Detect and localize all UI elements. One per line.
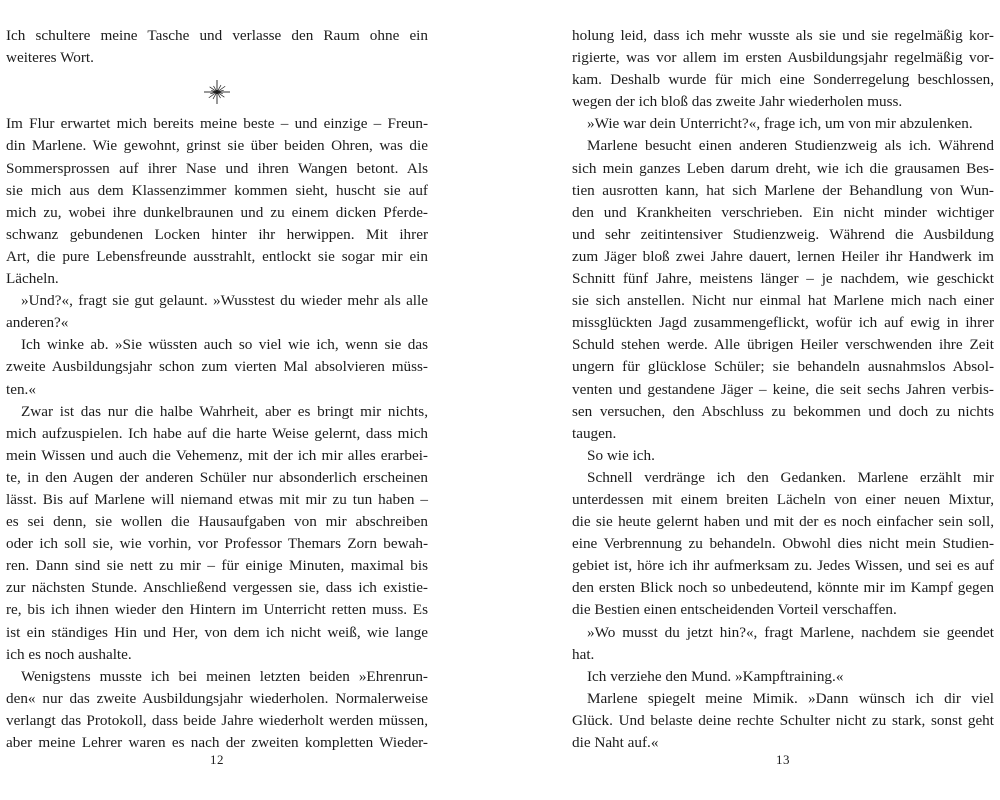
text-line: Schuld stehen werde. Alle übrigen Heiler verschwenden ihre Zeit <box>572 336 994 354</box>
text-line: eine Verbrennung zu behandeln. Obwohl dies nicht mein Studien- <box>572 535 994 553</box>
text-line: es sei denn, sie wollen die Hausaufgaben von mir abschreiben <box>6 513 428 531</box>
text-line: venten und gestandene Jäger – keine, die seit sechs Jahren verbis- <box>572 380 994 398</box>
text-line: »Und?«, fragt sie gut gelaunt. »Wusstest du wieder mehr als alle <box>21 292 428 310</box>
text-line: sie mich aus dem Klassenzimmer kommen sieht, huscht sie auf <box>6 181 428 199</box>
text-line: die sie heute gelernt haben und mit der es noch einfacher sein soll, <box>572 513 994 531</box>
text-line: zweite Ausbildungsjahr schon zum vierten Mal absolvieren müss- <box>6 358 428 376</box>
text-line: Sommersprossen auf ihrer Nase und ihren Wangen betont. Als <box>6 159 428 177</box>
text-line: mich zu, wobei ihre dunkelbraunen und zu einem dicken Pferde- <box>6 203 428 221</box>
right-page-text <box>572 25 994 754</box>
text-line: Schnitt fünf Jahre, meistens länger – je nachdem, wie geschickt <box>572 270 994 288</box>
text-line: Marlene besucht einen anderen Studienzweig als ich. Während <box>587 137 994 155</box>
text-line: gebiet ist, höre ich ihr aufmerksam zu. Jedes Wissen, und sei es auf <box>572 557 994 575</box>
text-line: re, bis ich ihnen wieder den Hintern im Unterricht retten muss. Es <box>6 601 428 619</box>
text-line: Lächeln. <box>6 270 59 288</box>
text-line: weiteres Wort. <box>6 49 94 67</box>
text-line: mein Wissen und auch die Vehemenz, mit der ich mir alles erarbei- <box>6 446 428 464</box>
text-line: ist ein ständiges Hin und Her, von dem ich nicht weiß, wie lange <box>6 623 428 641</box>
text-line: Ich schultere meine Tasche und verlasse den Raum ohne ein <box>6 27 428 44</box>
text-line: und sehr zeitintensiver Studienzweig. Während die Ausbildung <box>572 225 994 243</box>
text-line: den ersten Blick noch so unbedeutend, könnte mir im Kampf gegen <box>572 579 994 597</box>
text-line: Art, die pure Lebensfreunde ausstrahlt, entlockt sie sogar mir ein <box>6 247 428 265</box>
text-line: den und Krankheiten verschrieben. Ein nicht minder wichtiger <box>572 203 994 221</box>
text-line: ungern für glücklose Schüler; sie behandeln ausnahmslos Absol- <box>572 358 994 376</box>
section-break <box>6 69 428 113</box>
text-line: te, in den Augen der anderen Schüler nur absonderlich erscheinen <box>6 468 428 486</box>
text-line: Glück. Und belaste deine rechte Schulter nicht zu stark, sonst geht <box>572 711 994 729</box>
text-line: die Naht auf.« <box>572 734 659 751</box>
text-line: Ich winke ab. »Sie wüssten auch so viel wie ich, wenn sie das <box>21 336 428 354</box>
text-line: So wie ich. <box>587 446 655 464</box>
page-number-left: 12 <box>210 752 224 767</box>
text-line: oder ich soll sie, wie vorhin, vor Professor Themars Zorn bewah- <box>6 535 428 553</box>
left-page <box>6 0 428 800</box>
text-line: Im Flur erwartet mich bereits meine beste – und einzige – Freun- <box>6 115 428 133</box>
page-number-right: 13 <box>776 752 790 767</box>
text-line: mich aufzuspielen. Ich habe auf die harte Weise gelernt, dass mich <box>6 424 428 442</box>
text-line: ich es noch aushalte. <box>6 645 132 663</box>
text-line: tien ausrotten kann, hat sich Marlene der Behandlung von Wun- <box>572 181 994 199</box>
text-line: Wenigstens musste ich bei meinen letzten beiden »Ehrenrun- <box>21 667 428 685</box>
text-line: sen versuchen, den Abschluss zu bekommen und doch zu nichts <box>572 402 994 420</box>
left-page-text <box>6 25 428 754</box>
text-line: verlangt das Protokoll, dass beide Jahre wiederholt werden müssen, <box>6 711 428 729</box>
text-line: die Bestien einen entscheidenden Vorteil verschaffen. <box>572 601 897 619</box>
text-line: anderen?« <box>6 314 69 332</box>
text-line: missglückten Jagd zusammengeflickt, wofür ich auf ewig in ihrer <box>572 314 994 332</box>
text-line: »Wie war dein Unterricht?«, frage ich, um von mir abzulenken. <box>587 115 973 133</box>
text-line: zur nächsten Stunde. Anschließend vergessen sie, dass ich existie- <box>6 579 428 597</box>
text-line: Marlene spiegelt meine Mimik. »Dann wünsch ich dir viel <box>587 689 994 707</box>
text-line: rigierte, was vor allem im ersten Ausbildungsjahr regelmäßig vor- <box>572 49 994 67</box>
text-line: lässt. Bis auf Marlene will niemand etwas mit mir zu tun haben – <box>6 490 428 508</box>
text-line: aber meine Lehrer waren es nach der zweiten kompletten Wieder- <box>6 734 428 751</box>
text-line: Zwar ist das nur die halbe Wahrheit, aber es bringt mir nichts, <box>21 402 428 420</box>
text-line: schwanz gebundenen Locken hinter ihr herwippen. Mit ihrer <box>6 225 428 243</box>
text-line: Schnell verdränge ich den Gedanken. Marlene erzählt mir <box>587 468 994 486</box>
text-line: sie sich anstellen. Nicht nur einmal hat Marlene mich nach einer <box>572 292 994 310</box>
text-line: »Wo musst du jetzt hin?«, fragt Marlene, nachdem sie geendet <box>587 623 994 641</box>
text-line: din Marlene. Wie gewohnt, grinst sie über beiden Ohren, was die <box>6 137 428 155</box>
text-line: den« nur das zweite Ausbildungsjahr wiederholen. Normalerweise <box>6 689 428 707</box>
text-line: ten.« <box>6 380 36 398</box>
right-page <box>572 0 994 800</box>
text-line: wegen der ich bloß das zweite Jahr wiederholen muss. <box>572 93 903 111</box>
text-line: kam. Deshalb wurde für mich eine Sonderregelung beschlossen, <box>572 71 994 89</box>
text-line: zum Jäger bloß zwei Jahre dauert, lernen Heiler ihr Handwerk im <box>572 247 994 265</box>
text-line: hat. <box>572 645 595 663</box>
text-line: sich mein ganzes Leben darum dreht, wie ich die grausamen Bes- <box>572 159 994 177</box>
text-line: Ich verziehe den Mund. »Kampftraining.« <box>587 667 844 685</box>
starburst-ornament-icon <box>200 77 234 107</box>
text-line: taugen. <box>572 424 617 442</box>
text-line: ren. Dann sind sie nett zu mir – für einige Minuten, maximal bis <box>6 557 428 575</box>
text-line: unterdessen mit einem breiten Lächeln von einer neuen Mixtur, <box>572 490 994 508</box>
text-line: holung leid, dass ich mehr wusste als sie und sie regelmäßig kor- <box>572 27 994 44</box>
